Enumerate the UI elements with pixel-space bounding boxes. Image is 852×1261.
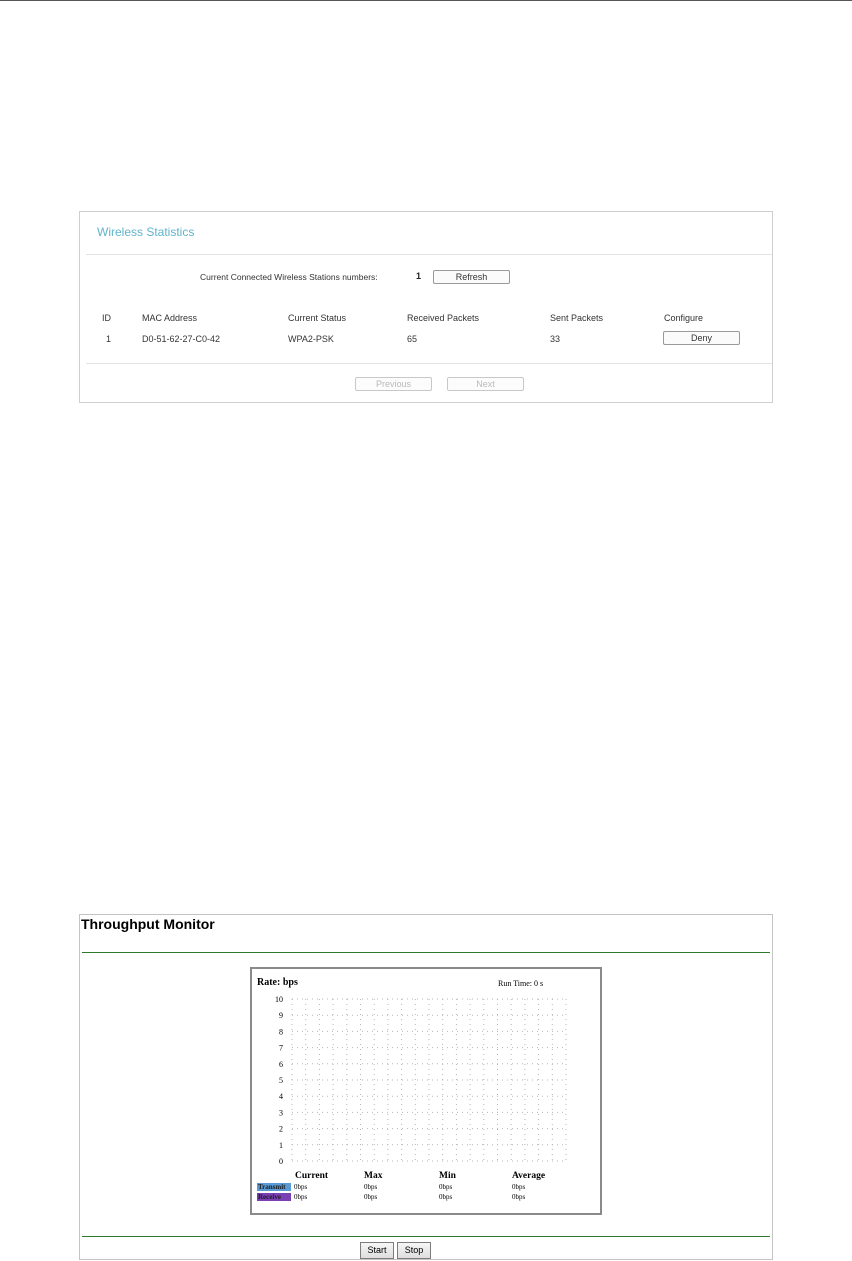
chart-rate-label: Rate: bps [257, 977, 298, 988]
y-tick-label: 5 [279, 1076, 283, 1085]
throughput-chart [250, 967, 602, 1215]
column-header-received: Received Packets [407, 313, 480, 323]
y-tick-label: 6 [279, 1059, 283, 1069]
receive-max: 0bps [364, 1193, 378, 1201]
stop-button[interactable]: Stop [397, 1242, 431, 1259]
cell-status: WPA2-PSK [288, 334, 334, 344]
column-header-sent: Sent Packets [550, 313, 604, 323]
throughput-monitor-panel [79, 914, 773, 1260]
next-button[interactable]: Next [447, 377, 524, 391]
divider [82, 952, 770, 953]
legend-header-min: Min [439, 1171, 456, 1181]
legend-header-average: Average [512, 1171, 546, 1181]
y-tick-label: 8 [279, 1027, 283, 1037]
station-count-label: Current Connected Wireless Stations numbers: [200, 272, 378, 282]
receive-legend-swatch: Receive [257, 1193, 291, 1201]
y-tick-label: 10 [275, 995, 283, 1004]
legend-header-current: Current [295, 1171, 329, 1181]
divider [86, 363, 772, 364]
transmit-average: 0bps [512, 1183, 526, 1191]
column-header-id: ID [102, 313, 111, 323]
y-tick-label: 0 [279, 1157, 283, 1166]
panel-title: Throughput Monitor [81, 916, 215, 932]
y-tick-label: 9 [279, 1011, 283, 1021]
cell-received: 65 [407, 334, 418, 344]
run-time-label: Run Time: 0 s [498, 979, 544, 988]
receive-current: 0bps [294, 1193, 308, 1201]
cell-mac: D0-51-62-27-C0-42 [142, 334, 221, 344]
refresh-button[interactable]: Refresh [433, 270, 510, 284]
transmit-max: 0bps [364, 1183, 378, 1191]
deny-button[interactable]: Deny [663, 331, 740, 345]
previous-button[interactable]: Previous [355, 377, 432, 391]
legend-header-max: Max [364, 1171, 383, 1181]
receive-min: 0bps [439, 1193, 453, 1201]
divider [82, 1236, 770, 1237]
column-header-mac: MAC Address [142, 313, 198, 323]
station-count-value: 1 [416, 271, 422, 281]
receive-average: 0bps [512, 1193, 526, 1201]
panel-title: Wireless Statistics [97, 225, 195, 239]
y-tick-label: 3 [279, 1108, 283, 1118]
column-header-configure: Configure [664, 313, 704, 323]
y-tick-label: 1 [279, 1140, 283, 1150]
y-tick-label: 4 [279, 1092, 283, 1102]
y-tick-label: 2 [279, 1124, 283, 1134]
cell-id: 1 [106, 334, 112, 344]
wireless-statistics-panel [79, 211, 773, 403]
page-top-rule [0, 0, 852, 1]
transmit-legend-swatch: Transmit [257, 1183, 291, 1191]
cell-sent: 33 [550, 334, 561, 344]
divider [86, 254, 772, 255]
transmit-min: 0bps [439, 1183, 453, 1191]
column-header-status: Current Status [288, 313, 347, 323]
transmit-current: 0bps [294, 1183, 308, 1191]
start-button[interactable]: Start [360, 1242, 394, 1259]
y-tick-label: 7 [279, 1043, 283, 1053]
